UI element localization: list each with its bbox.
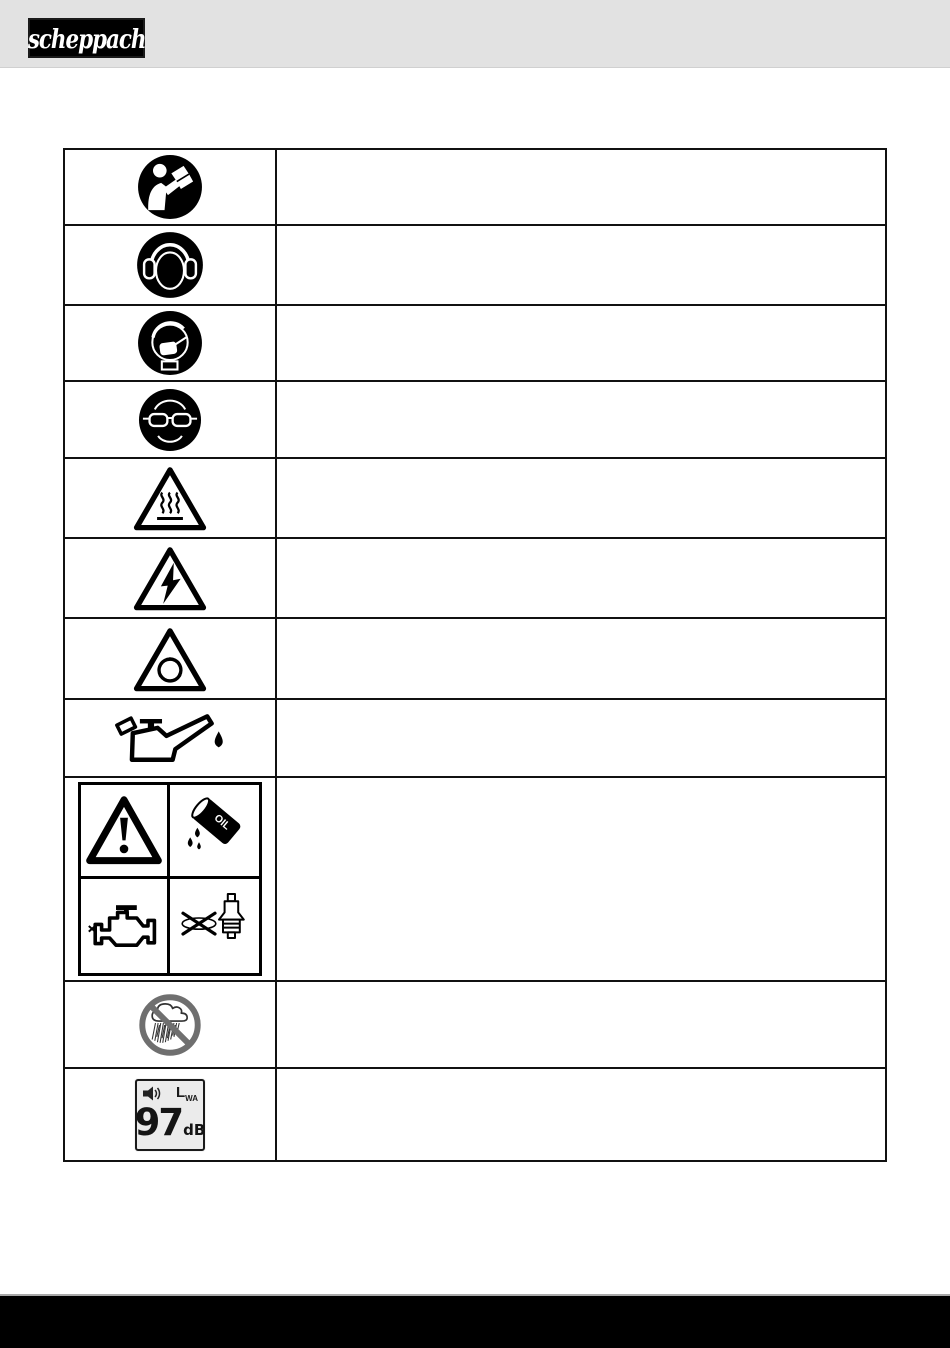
symbol-cell: [64, 458, 276, 538]
table-row: [64, 225, 886, 305]
description-cell: [276, 458, 886, 538]
grid-cell: [170, 879, 259, 973]
do-not-expose-to-rain-icon: [137, 992, 203, 1058]
table-row: [64, 458, 886, 538]
automatic-start-warning-icon: [132, 625, 208, 693]
oil-check-warning-grid-icon: [78, 782, 262, 976]
electric-shock-warning-icon: [132, 544, 208, 612]
symbol-cell: [64, 777, 276, 981]
footer-bar: [0, 1294, 950, 1348]
description-cell: [276, 699, 886, 777]
table-row: [64, 538, 886, 618]
description-cell: [276, 618, 886, 699]
symbol-cell: [64, 618, 276, 699]
grid-cell: [81, 785, 170, 879]
symbol-cell: [64, 149, 276, 225]
speaker-icon: [142, 1086, 161, 1101]
description-cell: [276, 305, 886, 381]
description-cell: [276, 777, 886, 981]
table-row: [64, 305, 886, 381]
ear-protection-icon: [135, 230, 205, 300]
description-cell: [276, 981, 886, 1068]
table-row: [64, 618, 886, 699]
table-row: [64, 981, 886, 1068]
description-cell: [276, 225, 886, 305]
symbol-cell: [64, 699, 276, 777]
warning-triangle-icon: [85, 792, 163, 870]
table-row: [64, 777, 886, 981]
description-cell: [276, 381, 886, 458]
scheppach-logo: [27, 20, 146, 56]
no-spark-plug-icon: [175, 886, 255, 966]
safety-glasses-icon: [137, 387, 203, 453]
grid-cell: [81, 879, 170, 973]
lwa-text: $L_{WA}$: [175, 1083, 198, 1103]
oil-canister-icon: [175, 791, 255, 871]
read-manual-icon: [136, 153, 204, 221]
table-row: [64, 1068, 886, 1161]
respirator-mask-icon: [136, 309, 204, 377]
grid-cell: [170, 785, 259, 879]
table-row: [64, 699, 886, 777]
oil-text: OIL: [211, 812, 232, 832]
guaranteed-sound-power-label: [135, 1079, 205, 1151]
symbol-cell: [64, 981, 276, 1068]
symbol-cell: [64, 381, 276, 458]
description-cell: [276, 149, 886, 225]
sound-power-unit: dB: [183, 1120, 206, 1139]
table-row: [64, 149, 886, 225]
hot-surface-warning-icon: [132, 464, 208, 532]
symbol-cell: [64, 305, 276, 381]
safety-symbol-table: [63, 148, 887, 1162]
logo-text: scheppach: [27, 22, 146, 54]
table-row: [64, 381, 886, 458]
symbol-cell: [64, 538, 276, 618]
symbol-cell: [64, 1068, 276, 1161]
sound-power-value: 97: [134, 1100, 183, 1144]
description-cell: [276, 1068, 886, 1161]
oil-can-icon: [108, 703, 232, 774]
symbol-cell: [64, 225, 276, 305]
engine-icon: [84, 886, 164, 966]
description-cell: [276, 538, 886, 618]
